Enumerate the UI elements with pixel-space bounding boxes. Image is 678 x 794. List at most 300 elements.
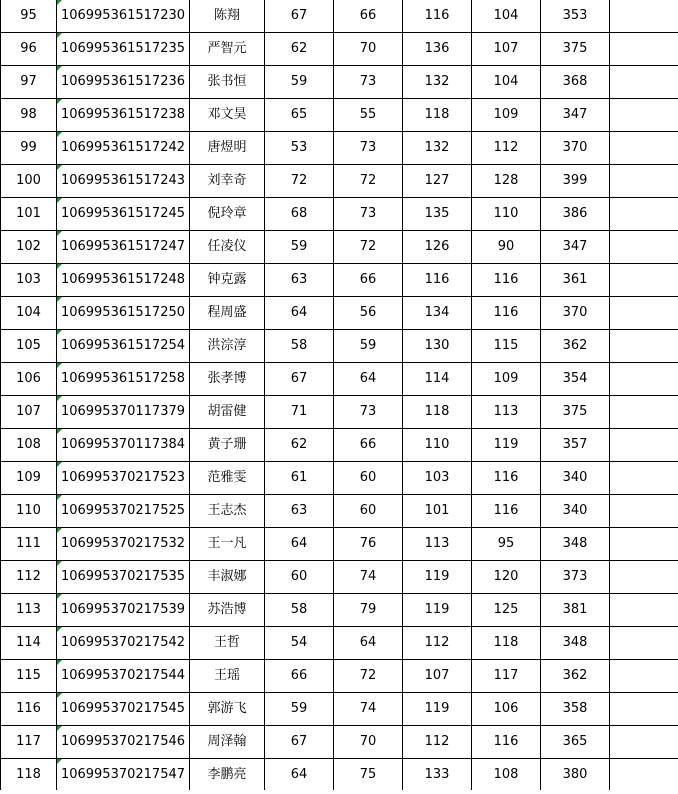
cell-exam-id[interactable] (57, 264, 190, 297)
cell-score-1[interactable] (265, 627, 334, 660)
cell-score-3[interactable] (403, 165, 472, 198)
cell-exam-id[interactable] (57, 429, 190, 462)
cell-exam-id-text: 106995361517250 (60, 305, 186, 320)
cell-row-number[interactable] (1, 726, 57, 759)
cell-score-4[interactable] (472, 561, 541, 594)
cell-name[interactable] (190, 528, 265, 561)
cell-row-number[interactable] (1, 99, 57, 132)
cell-empty[interactable] (610, 363, 678, 396)
cell-row-number-text: 107 (16, 404, 41, 419)
cell-row-number[interactable] (1, 627, 57, 660)
cell-row-number[interactable] (1, 363, 57, 396)
cell-total-text: 362 (562, 338, 588, 353)
text-format-marker-icon (57, 759, 62, 764)
cell-score-1-text: 58 (290, 338, 308, 353)
cell-score-4[interactable] (472, 363, 541, 396)
cell-score-4[interactable] (472, 495, 541, 528)
cell-score-2[interactable] (334, 726, 403, 759)
cell-total[interactable] (541, 132, 610, 165)
cell-exam-id[interactable] (57, 99, 190, 132)
cell-score-1-text: 64 (290, 767, 308, 782)
cell-score-1[interactable] (265, 198, 334, 231)
cell-score-1-text: 61 (290, 470, 308, 485)
cell-exam-id[interactable] (57, 132, 190, 165)
cell-score-2-text: 74 (359, 701, 377, 716)
cell-score-2[interactable] (334, 528, 403, 561)
cell-score-2[interactable] (334, 132, 403, 165)
cell-name[interactable] (190, 363, 265, 396)
text-format-marker-icon (57, 132, 62, 137)
cell-total[interactable] (541, 99, 610, 132)
cell-score-1[interactable] (265, 330, 334, 363)
cell-row-number[interactable] (1, 132, 57, 165)
cell-score-2[interactable] (334, 429, 403, 462)
cell-name[interactable] (190, 99, 265, 132)
cell-empty[interactable] (610, 429, 678, 462)
cell-score-4[interactable] (472, 231, 541, 264)
cell-exam-id[interactable] (57, 231, 190, 264)
cell-score-2[interactable] (334, 198, 403, 231)
cell-score-4[interactable] (472, 429, 541, 462)
cell-exam-id[interactable] (57, 759, 190, 792)
cell-score-2[interactable] (334, 693, 403, 726)
cell-name[interactable] (190, 726, 265, 759)
cell-exam-id-text: 106995370117384 (60, 437, 186, 452)
cell-score-1-text: 60 (290, 569, 308, 584)
cell-score-4[interactable] (472, 264, 541, 297)
cell-score-1[interactable] (265, 429, 334, 462)
cell-row-number[interactable] (1, 759, 57, 792)
cell-score-4-text: 109 (493, 107, 519, 122)
cell-score-4[interactable] (472, 99, 541, 132)
cell-empty[interactable] (610, 0, 678, 33)
cell-score-1[interactable] (265, 297, 334, 330)
cell-score-2[interactable] (334, 561, 403, 594)
cell-score-4[interactable] (472, 198, 541, 231)
cell-total[interactable] (541, 528, 610, 561)
table-row (1, 528, 678, 561)
cell-empty[interactable] (610, 693, 678, 726)
cell-score-4-text: 90 (497, 239, 515, 254)
cell-exam-id[interactable] (57, 33, 190, 66)
cell-exam-id-text: 106995370117379 (60, 404, 186, 419)
cell-total[interactable] (541, 495, 610, 528)
cell-score-1-text: 67 (290, 8, 308, 23)
cell-exam-id[interactable] (57, 66, 190, 99)
cell-exam-id-text: 106995361517230 (60, 8, 186, 23)
cell-row-number[interactable] (1, 66, 57, 99)
cell-name[interactable] (190, 198, 265, 231)
cell-score-2[interactable] (334, 495, 403, 528)
cell-row-number-text: 99 (20, 140, 37, 155)
cell-name[interactable] (190, 660, 265, 693)
cell-exam-id-text: 106995361517258 (60, 371, 186, 386)
cell-exam-id-text: 106995370217525 (60, 503, 186, 518)
cell-score-1-text: 59 (290, 74, 308, 89)
cell-score-3[interactable] (403, 429, 472, 462)
cell-score-4[interactable] (472, 297, 541, 330)
cell-score-4[interactable] (472, 627, 541, 660)
cell-score-1[interactable] (265, 231, 334, 264)
cell-row-number[interactable] (1, 231, 57, 264)
cell-total-text: 347 (562, 107, 588, 122)
cell-exam-id-text: 106995370217542 (60, 635, 186, 650)
cell-name[interactable] (190, 264, 265, 297)
cell-exam-id[interactable] (57, 660, 190, 693)
cell-exam-id-text: 106995370217523 (60, 470, 186, 485)
cell-total[interactable] (541, 693, 610, 726)
cell-score-3-text: 136 (424, 41, 450, 56)
cell-exam-id[interactable] (57, 627, 190, 660)
cell-score-1-text: 66 (290, 668, 308, 683)
cell-score-4[interactable] (472, 165, 541, 198)
cell-empty[interactable] (610, 627, 678, 660)
cell-score-1[interactable] (265, 726, 334, 759)
cell-name[interactable] (190, 627, 265, 660)
cell-name-text: 任凌仪 (207, 239, 247, 254)
cell-score-3[interactable] (403, 693, 472, 726)
cell-score-3-text: 119 (424, 569, 450, 584)
cell-row-number[interactable] (1, 198, 57, 231)
cell-empty[interactable] (610, 726, 678, 759)
text-format-marker-icon (57, 495, 62, 500)
cell-score-2-text: 72 (359, 239, 377, 254)
cell-row-number[interactable] (1, 396, 57, 429)
cell-exam-id[interactable] (57, 165, 190, 198)
cell-score-4-text: 120 (493, 569, 519, 584)
cell-row-number-text: 115 (16, 668, 41, 683)
cell-score-3[interactable] (403, 231, 472, 264)
cell-score-1[interactable] (265, 0, 334, 33)
cell-empty[interactable] (610, 198, 678, 231)
cell-score-4-text: 95 (497, 536, 515, 551)
cell-total[interactable] (541, 297, 610, 330)
cell-score-4[interactable] (472, 33, 541, 66)
cell-total[interactable] (541, 231, 610, 264)
cell-exam-id-text: 106995361517248 (60, 272, 186, 287)
cell-score-3[interactable] (403, 660, 472, 693)
cell-total[interactable] (541, 264, 610, 297)
cell-score-3[interactable] (403, 627, 472, 660)
cell-name[interactable] (190, 297, 265, 330)
cell-empty[interactable] (610, 297, 678, 330)
cell-score-2-text: 66 (359, 437, 377, 452)
cell-score-3[interactable] (403, 132, 472, 165)
cell-score-1[interactable] (265, 363, 334, 396)
cell-total[interactable] (541, 660, 610, 693)
cell-score-3-text: 118 (424, 404, 450, 419)
cell-score-2-text: 55 (359, 107, 377, 122)
cell-row-number[interactable] (1, 495, 57, 528)
cell-total[interactable] (541, 330, 610, 363)
cell-score-4[interactable] (472, 396, 541, 429)
cell-score-2[interactable] (334, 264, 403, 297)
cell-score-3[interactable] (403, 363, 472, 396)
cell-empty[interactable] (610, 759, 678, 792)
cell-exam-id[interactable] (57, 330, 190, 363)
cell-total-text: 373 (562, 569, 588, 584)
cell-total-text: 362 (562, 668, 588, 683)
cell-exam-id[interactable] (57, 726, 190, 759)
cell-score-1[interactable] (265, 495, 334, 528)
cell-score-1[interactable] (265, 528, 334, 561)
cell-score-2[interactable] (334, 99, 403, 132)
cell-exam-id[interactable] (57, 561, 190, 594)
cell-exam-id-text: 106995370217544 (60, 668, 186, 683)
cell-empty[interactable] (610, 561, 678, 594)
cell-score-4-text: 115 (493, 338, 519, 353)
cell-score-4-text: 110 (493, 206, 519, 221)
cell-score-1[interactable] (265, 33, 334, 66)
cell-score-1[interactable] (265, 165, 334, 198)
cell-name[interactable] (190, 429, 265, 462)
cell-empty[interactable] (610, 33, 678, 66)
text-format-marker-icon (57, 330, 62, 335)
cell-total[interactable] (541, 363, 610, 396)
cell-name[interactable] (190, 0, 265, 33)
cell-empty[interactable] (610, 99, 678, 132)
cell-row-number[interactable] (1, 33, 57, 66)
cell-score-3[interactable] (403, 264, 472, 297)
cell-total-text: 375 (562, 41, 588, 56)
cell-name[interactable] (190, 231, 265, 264)
cell-row-number[interactable] (1, 594, 57, 627)
cell-score-1[interactable] (265, 132, 334, 165)
cell-exam-id[interactable] (57, 594, 190, 627)
cell-row-number[interactable] (1, 561, 57, 594)
cell-row-number-text: 116 (16, 701, 41, 716)
cell-score-2[interactable] (334, 33, 403, 66)
cell-score-1[interactable] (265, 594, 334, 627)
cell-name-text: 倪玲章 (207, 206, 247, 221)
cell-score-2[interactable] (334, 594, 403, 627)
cell-name[interactable] (190, 132, 265, 165)
cell-name[interactable] (190, 396, 265, 429)
cell-score-2[interactable] (334, 660, 403, 693)
cell-score-2[interactable] (334, 627, 403, 660)
cell-score-2[interactable] (334, 66, 403, 99)
cell-score-1[interactable] (265, 396, 334, 429)
cell-total[interactable] (541, 0, 610, 33)
cell-name[interactable] (190, 462, 265, 495)
cell-score-2[interactable] (334, 462, 403, 495)
cell-empty[interactable] (610, 330, 678, 363)
cell-score-2-text: 76 (359, 536, 377, 551)
cell-row-number-text: 117 (16, 734, 41, 749)
text-format-marker-icon (57, 66, 62, 71)
cell-name-text: 严智元 (207, 41, 247, 56)
cell-row-number-text: 112 (16, 569, 41, 584)
cell-score-2-text: 64 (359, 371, 377, 386)
cell-empty[interactable] (610, 495, 678, 528)
cell-score-4[interactable] (472, 132, 541, 165)
cell-score-3[interactable] (403, 33, 472, 66)
cell-row-number[interactable] (1, 165, 57, 198)
cell-score-3[interactable] (403, 297, 472, 330)
cell-score-3-text: 116 (424, 8, 450, 23)
text-format-marker-icon (57, 297, 62, 302)
cell-total[interactable] (541, 462, 610, 495)
cell-score-4[interactable] (472, 693, 541, 726)
cell-row-number[interactable] (1, 528, 57, 561)
cell-score-2[interactable] (334, 231, 403, 264)
cell-score-3[interactable] (403, 330, 472, 363)
cell-empty[interactable] (610, 594, 678, 627)
cell-row-number-text: 108 (16, 437, 41, 452)
cell-score-1-text: 63 (290, 503, 308, 518)
cell-score-3[interactable] (403, 528, 472, 561)
cell-score-3-text: 119 (424, 602, 450, 617)
cell-score-3[interactable] (403, 462, 472, 495)
cell-row-number[interactable] (1, 693, 57, 726)
cell-total[interactable] (541, 594, 610, 627)
cell-name[interactable] (190, 561, 265, 594)
cell-row-number-text: 104 (16, 305, 41, 320)
table-row (1, 594, 678, 627)
table-row (1, 297, 678, 330)
cell-total[interactable] (541, 726, 610, 759)
cell-exam-id[interactable] (57, 363, 190, 396)
cell-exam-id[interactable] (57, 495, 190, 528)
cell-total[interactable] (541, 66, 610, 99)
cell-score-2-text: 75 (359, 767, 377, 782)
cell-exam-id[interactable] (57, 0, 190, 33)
cell-exam-id[interactable] (57, 693, 190, 726)
cell-score-2[interactable] (334, 0, 403, 33)
cell-score-4-text: 128 (493, 173, 519, 188)
cell-total[interactable] (541, 561, 610, 594)
cell-score-2[interactable] (334, 396, 403, 429)
cell-score-4[interactable] (472, 759, 541, 792)
cell-score-1-text: 53 (290, 140, 308, 155)
cell-row-number-text: 100 (16, 173, 41, 188)
cell-score-4-text: 119 (493, 437, 519, 452)
cell-total-text: 354 (562, 371, 588, 386)
cell-exam-id[interactable] (57, 462, 190, 495)
cell-row-number[interactable] (1, 0, 57, 33)
cell-score-4[interactable] (472, 528, 541, 561)
cell-exam-id-text: 106995370217535 (60, 569, 186, 584)
cell-empty[interactable] (610, 528, 678, 561)
cell-total[interactable] (541, 198, 610, 231)
cell-score-2[interactable] (334, 759, 403, 792)
cell-exam-id[interactable] (57, 528, 190, 561)
cell-score-1[interactable] (265, 66, 334, 99)
cell-name-text: 王志杰 (207, 503, 247, 518)
cell-score-3[interactable] (403, 759, 472, 792)
cell-score-1[interactable] (265, 561, 334, 594)
cell-name[interactable] (190, 693, 265, 726)
cell-score-2-text: 73 (359, 140, 377, 155)
cell-score-2-text: 70 (359, 41, 377, 56)
cell-score-4[interactable] (472, 660, 541, 693)
cell-name[interactable] (190, 594, 265, 627)
cell-score-3-text: 132 (424, 74, 450, 89)
cell-total[interactable] (541, 627, 610, 660)
cell-row-number[interactable] (1, 264, 57, 297)
cell-score-4[interactable] (472, 0, 541, 33)
cell-empty[interactable] (610, 132, 678, 165)
cell-exam-id[interactable] (57, 198, 190, 231)
cell-total[interactable] (541, 396, 610, 429)
cell-row-number-text: 109 (16, 470, 41, 485)
cell-row-number-text: 118 (16, 767, 41, 782)
cell-score-2-text: 70 (359, 734, 377, 749)
cell-total[interactable] (541, 429, 610, 462)
cell-score-3[interactable] (403, 495, 472, 528)
cell-empty[interactable] (610, 660, 678, 693)
cell-score-3[interactable] (403, 198, 472, 231)
cell-row-number[interactable] (1, 297, 57, 330)
cell-score-1[interactable] (265, 99, 334, 132)
cell-row-number[interactable] (1, 330, 57, 363)
cell-score-4[interactable] (472, 66, 541, 99)
cell-score-4[interactable] (472, 462, 541, 495)
cell-exam-id[interactable] (57, 297, 190, 330)
cell-score-1[interactable] (265, 660, 334, 693)
table-row (1, 660, 678, 693)
cell-score-3[interactable] (403, 66, 472, 99)
cell-name[interactable] (190, 33, 265, 66)
cell-score-3[interactable] (403, 396, 472, 429)
text-format-marker-icon (57, 429, 62, 434)
cell-name[interactable] (190, 165, 265, 198)
cell-exam-id[interactable] (57, 396, 190, 429)
cell-name[interactable] (190, 495, 265, 528)
cell-score-1[interactable] (265, 264, 334, 297)
cell-name[interactable] (190, 759, 265, 792)
cell-score-4[interactable] (472, 594, 541, 627)
cell-exam-id-text: 106995361517245 (60, 206, 186, 221)
cell-score-3[interactable] (403, 594, 472, 627)
cell-score-3[interactable] (403, 0, 472, 33)
cell-empty[interactable] (610, 396, 678, 429)
cell-score-4[interactable] (472, 330, 541, 363)
table-row (1, 396, 678, 429)
cell-score-4[interactable] (472, 726, 541, 759)
cell-score-2[interactable] (334, 330, 403, 363)
cell-row-number[interactable] (1, 660, 57, 693)
cell-score-1[interactable] (265, 462, 334, 495)
cell-exam-id-text: 106995361517247 (60, 239, 186, 254)
cell-empty[interactable] (610, 462, 678, 495)
cell-total[interactable] (541, 759, 610, 792)
cell-score-2[interactable] (334, 165, 403, 198)
cell-score-2[interactable] (334, 363, 403, 396)
cell-empty[interactable] (610, 165, 678, 198)
cell-score-1[interactable] (265, 693, 334, 726)
cell-score-3[interactable] (403, 99, 472, 132)
cell-empty[interactable] (610, 66, 678, 99)
cell-total[interactable] (541, 165, 610, 198)
cell-name[interactable] (190, 66, 265, 99)
cell-score-1[interactable] (265, 759, 334, 792)
cell-empty[interactable] (610, 264, 678, 297)
cell-row-number[interactable] (1, 429, 57, 462)
cell-name[interactable] (190, 330, 265, 363)
cell-score-3-text: 130 (424, 338, 450, 353)
text-format-marker-icon (57, 561, 62, 566)
cell-row-number[interactable] (1, 462, 57, 495)
cell-score-3[interactable] (403, 726, 472, 759)
cell-score-2[interactable] (334, 297, 403, 330)
cell-total-text: 348 (562, 635, 588, 650)
cell-score-1-text: 54 (290, 635, 308, 650)
cell-score-3[interactable] (403, 561, 472, 594)
cell-empty[interactable] (610, 231, 678, 264)
cell-exam-id-text: 106995370217539 (60, 602, 186, 617)
cell-total[interactable] (541, 33, 610, 66)
